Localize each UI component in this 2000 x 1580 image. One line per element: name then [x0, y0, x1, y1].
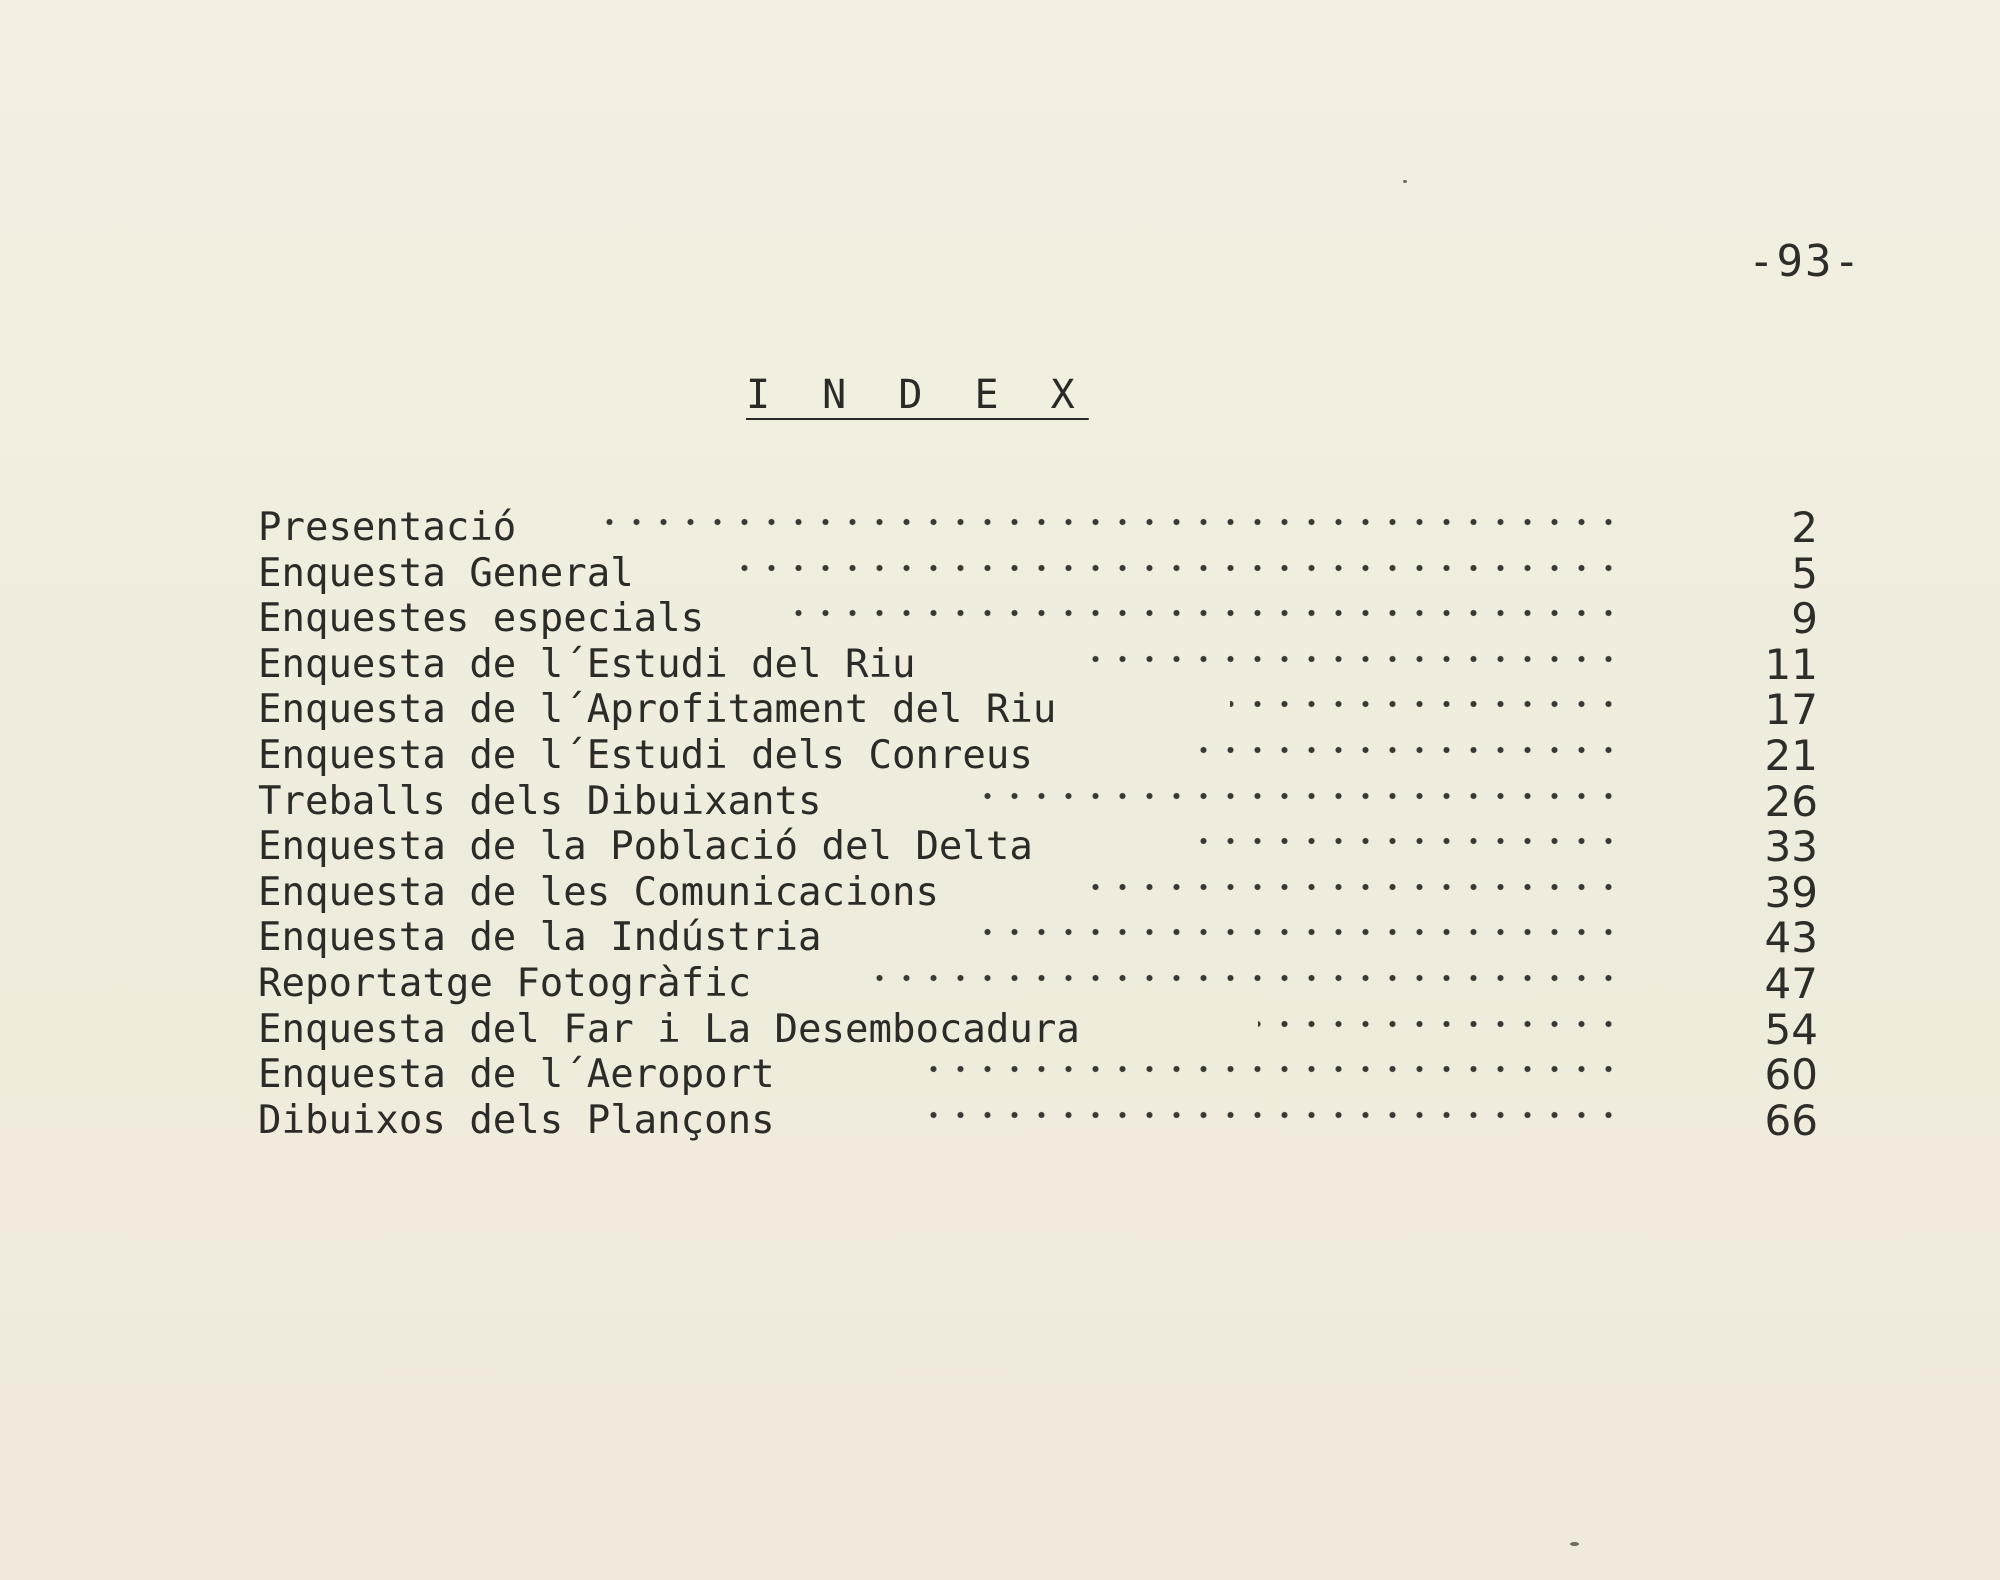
table-of-contents: [258, 505, 1818, 1143]
toc-entry-title: Enquesta de la Població del Delta: [258, 824, 1033, 870]
toc-entry: [258, 596, 1818, 642]
toc-entry-title: Enquesta de l´Aeroport: [258, 1052, 775, 1098]
toc-entry: [258, 776, 1818, 826]
dot-leader: [860, 971, 1622, 985]
dot-leader: [1230, 697, 1622, 711]
dot-leader: [1074, 652, 1622, 666]
dot-leader: [968, 789, 1622, 803]
toc-entry: [258, 867, 1818, 917]
toc-entry-title: Presentació: [258, 505, 517, 550]
toc-entry-title: Enquesta de la Indústria: [258, 915, 822, 961]
page-number: -93-: [1748, 236, 1862, 287]
toc-entry-page: 21: [1764, 730, 1818, 780]
toc-entry: [258, 505, 1818, 551]
index-title: I N D E X: [746, 372, 1089, 418]
toc-entry-page: 39: [1764, 867, 1818, 917]
dot-leader: [1180, 743, 1622, 757]
dot-leader: [1074, 880, 1622, 894]
toc-entry-title: Treballs dels Dibuixants: [258, 778, 822, 824]
toc-entry-title: Enquesta del Far i La Desembocadura: [258, 1006, 1080, 1052]
toc-entry: [258, 824, 1818, 870]
toc-entry: [258, 730, 1818, 780]
dot-leader: [968, 925, 1622, 939]
toc-entry-page: 60: [1764, 1050, 1818, 1100]
toc-entry-title: Dibuixos dels Plançons: [258, 1097, 775, 1143]
toc-entry: [258, 1095, 1818, 1145]
toc-entry-page: 43: [1764, 913, 1818, 963]
toc-entry: [258, 639, 1818, 689]
toc-entry-page: 33: [1764, 822, 1818, 872]
ink-speck: [1403, 180, 1407, 183]
dot-leader: [586, 515, 1622, 529]
toc-entry-title: Enquesta de les Comunicacions: [258, 869, 939, 915]
toc-entry: [258, 915, 1818, 961]
toc-entry-title: Enquesta de l´Aprofitament del Riu: [258, 687, 1057, 733]
toc-entry-title: Enquestes especials: [258, 596, 705, 642]
dot-leader: [1180, 834, 1622, 848]
toc-entry: [258, 1052, 1818, 1098]
toc-entry: [258, 548, 1818, 598]
toc-entry-page: 11: [1764, 639, 1818, 689]
ink-speck: [1570, 1542, 1579, 1546]
toc-entry-title: Enquesta General: [258, 550, 634, 596]
dot-leader: [1258, 1017, 1622, 1031]
toc-entry-page: 2: [1791, 503, 1818, 552]
toc-entry-title: Enquesta de l´Estudi dels Conreus: [258, 732, 1033, 778]
toc-entry-title: Enquesta de l´Estudi del Riu: [258, 641, 916, 687]
toc-entry-page: 17: [1764, 685, 1818, 735]
toc-entry: [258, 958, 1818, 1008]
toc-entry-page: 26: [1764, 776, 1818, 826]
toc-entry-page: 5: [1791, 548, 1818, 598]
toc-entry-page: 66: [1764, 1095, 1818, 1145]
dot-leader: [726, 561, 1622, 575]
toc-entry-page: 9: [1791, 594, 1818, 644]
toc-entry: [258, 1004, 1818, 1054]
toc-entry-page: 47: [1764, 958, 1818, 1008]
dot-leader: [914, 1108, 1622, 1122]
dot-leader: [914, 1062, 1622, 1076]
toc-entry: [258, 687, 1818, 733]
toc-entry-title: Reportatge Fotogràfic: [258, 960, 752, 1006]
dot-leader: [780, 606, 1622, 620]
toc-entry-page: 54: [1764, 1004, 1818, 1054]
